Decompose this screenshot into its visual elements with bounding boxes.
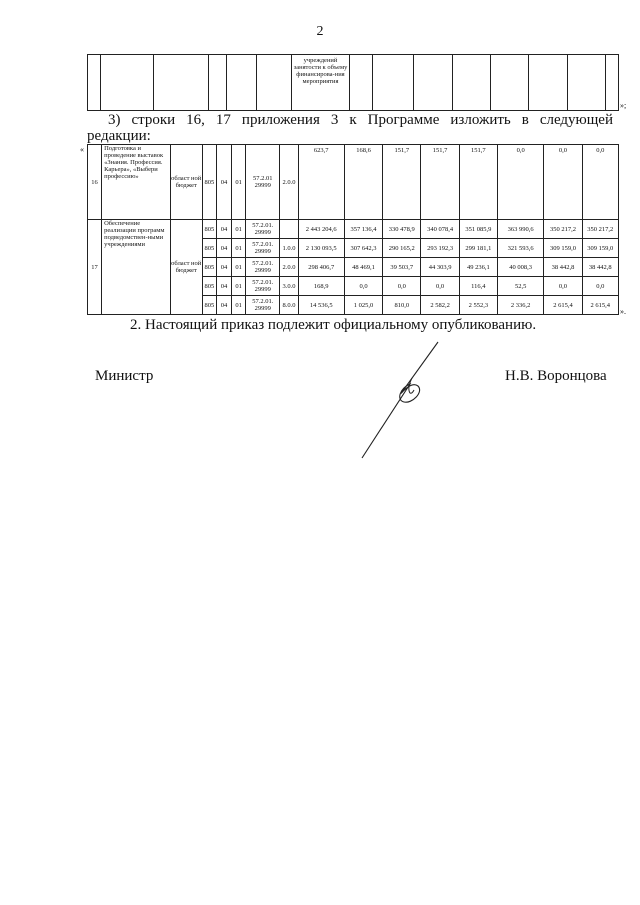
row17-val: 2 336,2 bbox=[497, 296, 543, 315]
row17-val: 2 130 093,5 bbox=[298, 239, 344, 258]
row17-pr: 01 bbox=[232, 239, 246, 258]
row17-grbs: 805 bbox=[202, 258, 216, 277]
row17-rz: 04 bbox=[216, 258, 231, 277]
row17-csr: 57.2.01. 29999 bbox=[246, 277, 280, 296]
row17-csr: 57.2.01. 29999 bbox=[246, 258, 280, 277]
row16-val: 151,7 bbox=[459, 145, 497, 220]
row17-val: 39 503,7 bbox=[383, 258, 421, 277]
row17-csr: 57.2.01. 29999 bbox=[246, 296, 280, 315]
row17-val: 2 615,4 bbox=[544, 296, 582, 315]
close-mark: ». bbox=[620, 307, 626, 316]
row17-name: Обеспечение реализации программ подведомствен-ными учреждениями bbox=[102, 220, 171, 315]
row17-val: 309 159,0 bbox=[582, 239, 618, 258]
row16-grbs: 805 bbox=[202, 145, 216, 220]
row16-num: 16 bbox=[88, 145, 102, 220]
row17-val: 340 078,4 bbox=[421, 220, 459, 239]
row17-val: 350 217,2 bbox=[544, 220, 582, 239]
row16-val: 151,7 bbox=[421, 145, 459, 220]
row17-val: 14 536,5 bbox=[298, 296, 344, 315]
row17-val: 0,0 bbox=[421, 277, 459, 296]
row17-budget: област ной бюджет bbox=[170, 220, 202, 315]
row17-val: 49 236,1 bbox=[459, 258, 497, 277]
row17-val: 168,9 bbox=[298, 277, 344, 296]
row17-val: 321 593,6 bbox=[497, 239, 543, 258]
row17-grbs: 805 bbox=[202, 220, 216, 239]
open-quote-mark: « bbox=[80, 145, 84, 154]
row17-val: 330 478,9 bbox=[383, 220, 421, 239]
row16-val: 0,0 bbox=[582, 145, 618, 220]
row16-vr: 2.0.0 bbox=[280, 145, 298, 220]
row17-val: 293 192,3 bbox=[421, 239, 459, 258]
row16-csr: 57.2.01 29999 bbox=[246, 145, 280, 220]
row17-val: 357 136,4 bbox=[344, 220, 382, 239]
row16-val: 0,0 bbox=[544, 145, 582, 220]
row17-pr: 01 bbox=[232, 296, 246, 315]
top-table-end-mark: »; bbox=[620, 101, 627, 110]
row17-val: 2 443 204,6 bbox=[298, 220, 344, 239]
row17-val: 2 552,3 bbox=[459, 296, 497, 315]
row17-val: 38 442,8 bbox=[544, 258, 582, 277]
row17-grbs: 805 bbox=[202, 239, 216, 258]
page-number: 2 bbox=[316, 24, 324, 39]
row17-rz: 04 bbox=[216, 296, 231, 315]
row17-val: 0,0 bbox=[544, 277, 582, 296]
table-row-17 bbox=[88, 220, 619, 239]
row17-val: 2 615,4 bbox=[582, 296, 618, 315]
row17-pr: 01 bbox=[232, 220, 246, 239]
table-row-16 bbox=[88, 145, 619, 220]
row17-val: 2 582,2 bbox=[421, 296, 459, 315]
row17-val: 298 406,7 bbox=[298, 258, 344, 277]
signature-image bbox=[340, 340, 450, 465]
row17-csr: 57.2.01. 29999 bbox=[246, 220, 280, 239]
row16-rz: 04 bbox=[216, 145, 231, 220]
row17-rz: 04 bbox=[216, 220, 231, 239]
row17-val: 309 159,0 bbox=[544, 239, 582, 258]
row17-vr: 1.0.0 bbox=[280, 239, 298, 258]
row17-val: 0,0 bbox=[344, 277, 382, 296]
row17-rz: 04 bbox=[216, 277, 231, 296]
main-table bbox=[87, 144, 619, 315]
row17-val: 116,4 bbox=[459, 277, 497, 296]
row17-val: 350 217,2 bbox=[582, 220, 618, 239]
row17-vr: 2.0.0 bbox=[280, 258, 298, 277]
row17-val: 290 165,2 bbox=[383, 239, 421, 258]
row16-pr: 01 bbox=[232, 145, 246, 220]
row17-pr: 01 bbox=[232, 277, 246, 296]
row17-val: 48 469,1 bbox=[344, 258, 382, 277]
row17-val: 351 085,9 bbox=[459, 220, 497, 239]
row17-vr: 8.0.0 bbox=[280, 296, 298, 315]
signer-name: Н.В. Воронцова bbox=[505, 368, 607, 384]
row17-val: 0,0 bbox=[582, 277, 618, 296]
row17-val: 810,0 bbox=[383, 296, 421, 315]
row16-val: 151,7 bbox=[383, 145, 421, 220]
row16-name: Подготовка и проведение выставок «Знания. Профессия. Карьера», «Выбери профессию» bbox=[102, 145, 171, 220]
top-table-cell-text: учреждений занятости к объему финансирова-ния мероприятия bbox=[293, 57, 348, 85]
row17-pr: 01 bbox=[232, 258, 246, 277]
row17-num: 17 bbox=[88, 220, 102, 315]
row17-vr: 3.0.0 bbox=[280, 277, 298, 296]
row17-val: 52,5 bbox=[497, 277, 543, 296]
row17-val: 1 025,0 bbox=[344, 296, 382, 315]
row16-val: 0,0 bbox=[497, 145, 543, 220]
row17-rz: 04 bbox=[216, 239, 231, 258]
row17-val: 44 303,9 bbox=[421, 258, 459, 277]
row16-val: 168,6 bbox=[344, 145, 382, 220]
paragraph-2: 2. Настоящий приказ подлежит официальному опубликованию. bbox=[130, 317, 537, 333]
row17-val: 307 642,3 bbox=[344, 239, 382, 258]
row17-val: 363 990,6 bbox=[497, 220, 543, 239]
row17-csr: 57.2.01. 29999 bbox=[246, 239, 280, 258]
row17-grbs: 805 bbox=[202, 277, 216, 296]
minister-label: Министр bbox=[95, 368, 154, 384]
paragraph-3-continued: редакции: bbox=[87, 128, 151, 144]
row17-vr bbox=[280, 220, 298, 239]
paragraph-3: 3) строки 16, 17 приложения 3 к Программе изложить в следующей bbox=[108, 112, 613, 128]
row17-val: 38 442,8 bbox=[582, 258, 618, 277]
row17-val: 0,0 bbox=[383, 277, 421, 296]
row17-val: 40 008,3 bbox=[497, 258, 543, 277]
top-table-fragment bbox=[87, 54, 619, 111]
row16-budget: област ной бюджет bbox=[170, 145, 202, 220]
row16-val: 623,7 bbox=[298, 145, 344, 220]
row17-val: 299 181,1 bbox=[459, 239, 497, 258]
row17-grbs: 805 bbox=[202, 296, 216, 315]
